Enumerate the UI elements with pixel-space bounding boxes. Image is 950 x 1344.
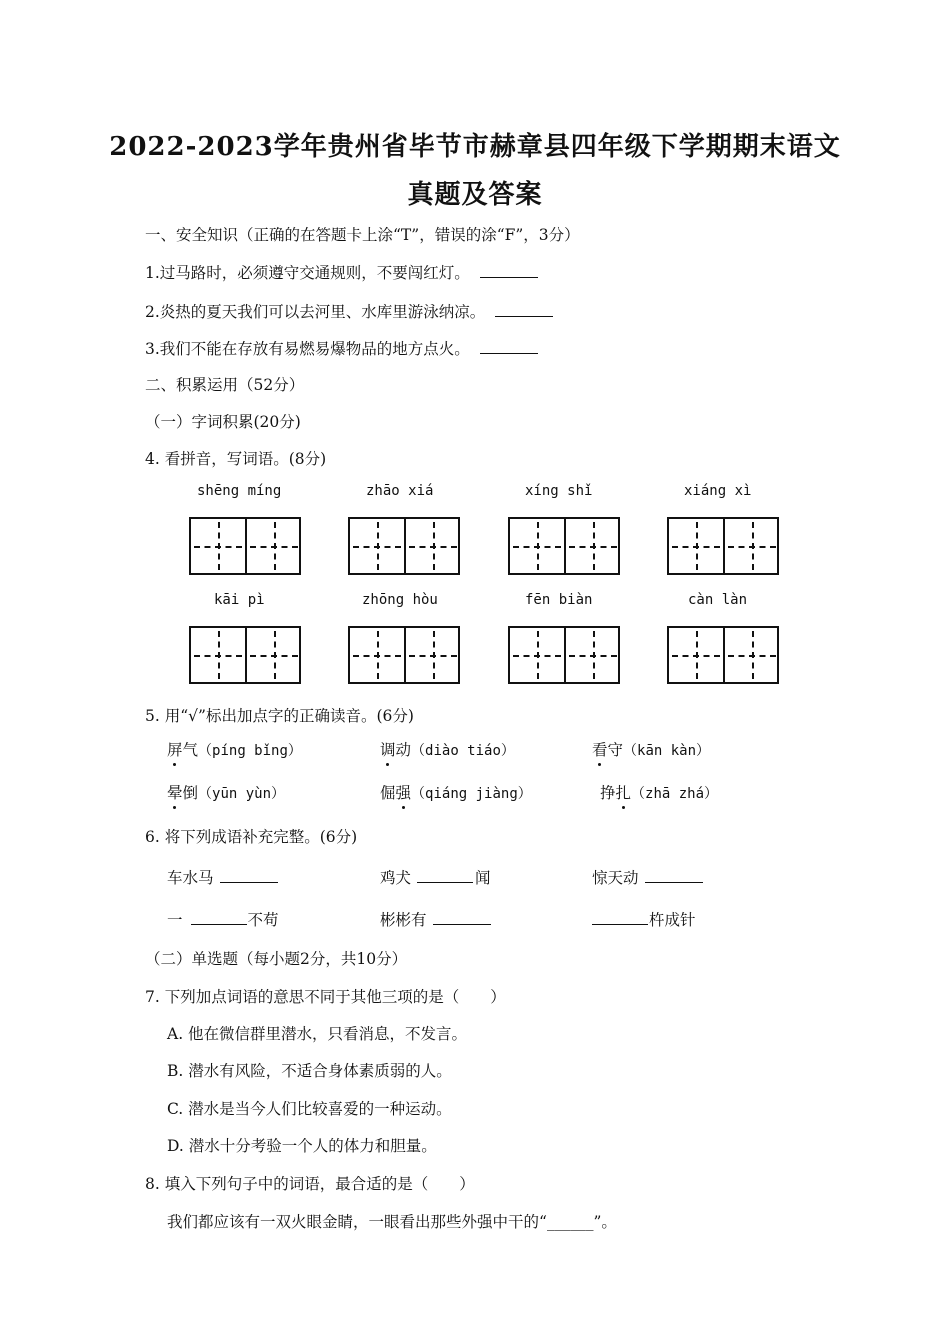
writing-box[interactable] [508, 517, 620, 575]
dotted-char: 调 [380, 738, 396, 760]
q8-blank: ______ [546, 1213, 594, 1231]
q6-prompt: 6. 将下列成语补充完整。(6分) [145, 828, 358, 846]
pinyin-choices: （kān kàn） [623, 743, 711, 759]
q5-prompt: 5. 用“√”标出加点字的正确读音。(6分) [145, 707, 414, 725]
pinyin-label: zhāo xiá [366, 483, 434, 499]
char: 气 [182, 741, 199, 759]
idiom-item [167, 908, 279, 930]
char: 倒 [182, 784, 199, 802]
q5-item [600, 781, 718, 803]
pinyin-choices: （qiáng jiàng） [411, 786, 532, 802]
pinyin-label: zhōng hòu [362, 592, 438, 608]
q5-item [592, 738, 710, 760]
q8-prompt: 8. 填入下列句子中的词语，最合适的是（ ） [145, 1175, 475, 1193]
idiom-item [592, 866, 703, 888]
q7-prompt: 7. 下列加点词语的意思不同于其他三项的是（ ） [145, 988, 506, 1006]
q3-blank [480, 338, 538, 354]
q7-option-d[interactable]: D. 潜水十分考验一个人的体力和胆量。 [167, 1137, 437, 1155]
q3 [145, 337, 538, 359]
idiom-pre: 彬彬有 [380, 911, 427, 929]
writing-box[interactable] [508, 626, 620, 684]
idiom-pre: 鸡犬 [380, 869, 412, 887]
pinyin-choices: （zhā zhá） [631, 786, 719, 802]
q5-item [380, 781, 532, 803]
writing-box[interactable] [667, 626, 779, 684]
pinyin-label: xíng shǐ [525, 483, 593, 499]
char: 挣 [600, 784, 616, 802]
writing-box[interactable] [348, 517, 460, 575]
dotted-char: 扎 [616, 781, 632, 803]
writing-box[interactable] [189, 517, 301, 575]
q1-blank [480, 262, 538, 278]
idiom-item [592, 908, 696, 930]
q3-text: 3.我们不能在存放有易燃易爆物品的地方点火。 [145, 340, 470, 358]
writing-box[interactable] [348, 626, 460, 684]
q5-item [167, 781, 285, 803]
idiom-blank[interactable] [191, 909, 247, 925]
idiom-pre: 惊天动 [592, 869, 639, 887]
q1 [145, 261, 538, 283]
q2-text: 2.炎热的夏天我们可以去河里、水库里游泳纳凉。 [145, 303, 486, 321]
dotted-char: 屏 [167, 738, 183, 760]
idiom-blank[interactable] [433, 909, 491, 925]
idiom-post: 闻 [475, 869, 491, 887]
pinyin-choices: （diào tiáo） [411, 743, 515, 759]
q7-option-a[interactable]: A. 他在微信群里潜水，只看消息，不发言。 [167, 1025, 468, 1043]
pinyin-label: càn làn [688, 592, 748, 608]
pinyin-choices: （píng bǐng） [198, 743, 302, 759]
idiom-pre: 一 [167, 911, 183, 929]
idiom-blank[interactable] [592, 909, 648, 925]
idiom-pre: 车水马 [167, 869, 214, 887]
section2-heading: 二、积累运用（52分） [145, 376, 305, 394]
idiom-post: 杵成针 [649, 911, 696, 929]
dotted-char: 晕 [167, 781, 183, 803]
pinyin-label: xiáng xì [684, 483, 752, 499]
dotted-char: 强 [396, 781, 412, 803]
idiom-item [380, 866, 491, 888]
pinyin-label: kāi pì [214, 592, 265, 608]
q2-blank [495, 301, 553, 317]
pinyin-label: shēng míng [197, 483, 282, 499]
idiom-blank[interactable] [645, 867, 703, 883]
idiom-blank[interactable] [417, 867, 473, 883]
q2 [145, 300, 553, 322]
q4-prompt: 4. 看拼音，写词语。(8分) [145, 450, 327, 468]
subsection1-heading: （一）字词积累(20分) [145, 413, 301, 431]
char: 动 [395, 741, 412, 759]
pinyin-label: fēn biàn [525, 592, 593, 608]
char: 倔 [380, 784, 396, 802]
dotted-char: 看 [592, 738, 608, 760]
q5-item [167, 738, 302, 760]
writing-box[interactable] [667, 517, 779, 575]
page-title: 2022-2023学年贵州省毕节市赫章县四年级下学期期末语文 [109, 132, 841, 162]
q7-option-b[interactable]: B. 潜水有风险，不适合身体素质弱的人。 [167, 1062, 452, 1080]
idiom-item [380, 908, 491, 930]
q1-text: 1.过马路时，必须遵守交通规则，不要闯红灯。 [145, 264, 470, 282]
idiom-post: 不苟 [247, 911, 279, 929]
idiom-item [167, 866, 278, 888]
q8-sentence [167, 1210, 617, 1232]
writing-box[interactable] [189, 626, 301, 684]
q7-option-c[interactable]: C. 潜水是当今人们比较喜爱的一种运动。 [167, 1100, 452, 1118]
section1-heading: 一、安全知识（正确的在答题卡上涂“T”，错误的涂“F”，3分） [145, 226, 580, 244]
pinyin-choices: （yūn yùn） [198, 786, 286, 802]
idiom-blank[interactable] [220, 867, 278, 883]
subsection2-heading: （二）单选题（每小题2分，共10分） [145, 950, 408, 968]
char: 守 [607, 741, 624, 759]
q8-sentence-post: ”。 [593, 1213, 617, 1231]
page-title-line2: 真题及答案 [407, 180, 543, 210]
q5-item [380, 738, 515, 760]
q8-sentence-pre: 我们都应该有一双火眼金睛，一眼看出那些外强中干的“ [167, 1213, 547, 1231]
